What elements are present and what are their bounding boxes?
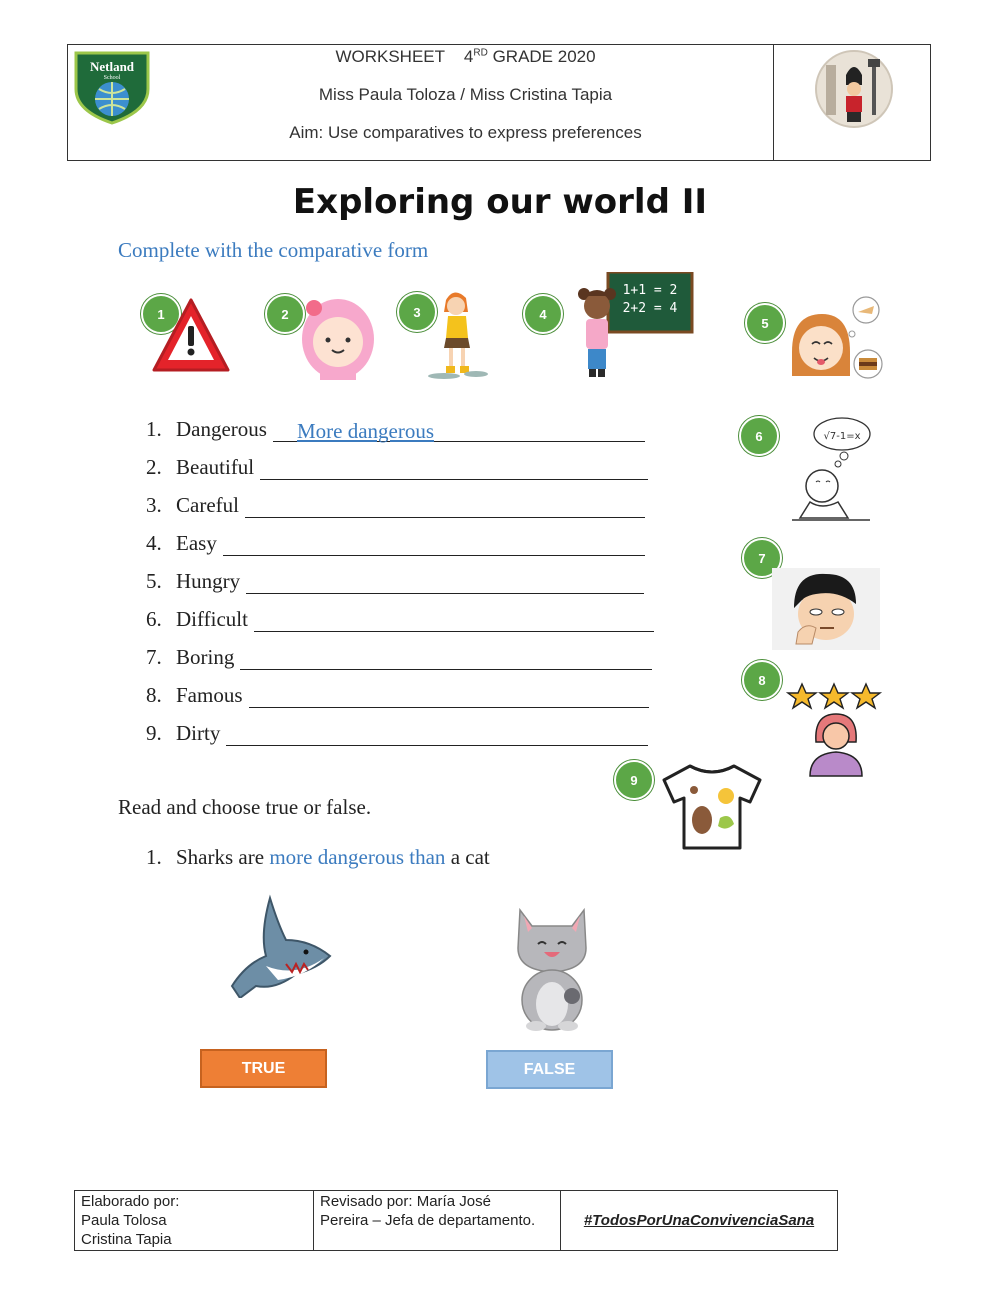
exercise-number: 3. xyxy=(146,493,162,517)
answer-field-3[interactable] xyxy=(245,498,645,518)
sentence-highlight: more dangerous than xyxy=(269,845,446,869)
exercise-word: Difficult xyxy=(176,607,248,631)
exercise-word: Dangerous xyxy=(176,417,267,441)
page-title: Exploring our world II xyxy=(292,182,708,222)
worksheet-label: WORKSHEET xyxy=(335,47,445,66)
exercise-word: Careful xyxy=(176,493,239,517)
picture-number-6: 6 xyxy=(739,416,779,456)
exercise-number: 2. xyxy=(146,455,162,479)
exercise-row-1 xyxy=(146,414,645,442)
exercise-word: Dirty xyxy=(176,721,221,745)
picture-number-2: 2 xyxy=(265,294,305,334)
teachers-line: Miss Paula Toloza / Miss Cristina Tapia xyxy=(318,85,613,104)
answer-field-9[interactable] xyxy=(226,726,648,746)
footer-hashtag: #TodosPorUnaConvivenciaSana xyxy=(583,1212,815,1229)
picture-number-3: 3 xyxy=(397,292,437,332)
sentence-start: Sharks are xyxy=(176,845,265,869)
footer-reviewer-line-2: Pereira – Jefa de departamento. xyxy=(320,1212,536,1229)
school-logo xyxy=(68,45,158,160)
sentence-end: a cat xyxy=(450,845,490,869)
picture-number-1: 1 xyxy=(141,294,181,334)
careful-girl-image xyxy=(424,286,490,389)
exercise-number: 5. xyxy=(146,569,162,593)
footer-table xyxy=(74,1190,838,1251)
exercise-number: 4. xyxy=(146,531,162,555)
exercise-row-2 xyxy=(146,452,648,480)
thought-equation: √7-1=x xyxy=(823,431,861,442)
grade-text: GRADE 2020 xyxy=(492,47,596,66)
footer-reviewer-line-1: Revisado por: María José xyxy=(320,1193,491,1210)
blackboard-line-2: 2+2 = 4 xyxy=(622,301,678,316)
header-table xyxy=(67,44,931,161)
exercise-row-5 xyxy=(146,566,644,594)
picture-number-7: 7 xyxy=(742,538,782,578)
footer-author-name-1: Paula Tolosa xyxy=(81,1212,167,1229)
exercise-row-9 xyxy=(146,718,648,746)
answer-field-1[interactable] xyxy=(273,419,645,443)
picture-number-8: 8 xyxy=(742,660,782,700)
hungry-girl-image xyxy=(788,296,884,391)
logo-subtext: School xyxy=(103,75,121,81)
answer-field-5[interactable] xyxy=(246,574,644,594)
thinking-boy-image xyxy=(792,410,876,535)
picture-number-5: 5 xyxy=(745,303,785,343)
exercise-number: 7. xyxy=(146,645,162,669)
section2-instruction: Read and choose true or false. xyxy=(118,795,372,819)
exercise-row-3 xyxy=(146,490,645,518)
warning-sign-icon xyxy=(150,296,232,381)
picture-number-4: 4 xyxy=(523,294,563,334)
cat-image xyxy=(510,900,594,1037)
footer-reviewer-cell xyxy=(314,1191,561,1250)
false-button[interactable]: FALSE xyxy=(486,1050,613,1089)
picture-number-9: 9 xyxy=(614,760,654,800)
grade-sup: RD xyxy=(473,47,488,59)
exercise-number: 8. xyxy=(146,683,162,707)
grade-num: 4 xyxy=(463,47,474,66)
girl-at-blackboard-image xyxy=(562,272,694,387)
exercise-row-4 xyxy=(146,528,645,556)
pretty-girl-image xyxy=(298,294,378,387)
london-guard-image xyxy=(773,45,930,160)
exercise-row-7 xyxy=(146,642,652,670)
footer-author-cell xyxy=(75,1191,314,1250)
answer-field-7[interactable] xyxy=(240,650,652,670)
answer-field-6[interactable] xyxy=(254,612,654,632)
exercise-number: 9. xyxy=(146,721,162,745)
exercise-word: Easy xyxy=(176,531,217,555)
dirty-tshirt-image xyxy=(660,762,764,857)
exercise-number: 6. xyxy=(146,607,162,631)
true-button[interactable]: TRUE xyxy=(200,1049,327,1088)
header-worksheet-line xyxy=(158,47,773,67)
bored-boy-image xyxy=(772,568,880,650)
answer-field-8[interactable] xyxy=(249,688,649,708)
true-false-sentence xyxy=(146,845,490,870)
shark-image xyxy=(226,894,338,1003)
answer-text: More dangerous xyxy=(296,419,435,443)
exercise-row-6 xyxy=(146,604,654,632)
sentence-number: 1. xyxy=(146,845,162,869)
exercise-word: Beautiful xyxy=(176,455,255,479)
exercise-number: 1. xyxy=(146,417,162,441)
exercise-row-8 xyxy=(146,680,649,708)
aim-line: Aim: Use comparatives to express preferences xyxy=(289,123,642,142)
section1-instruction: Complete with the comparative form xyxy=(118,238,429,262)
answer-field-4[interactable] xyxy=(223,536,645,556)
answer-field-2[interactable] xyxy=(260,460,648,480)
exercise-word: Boring xyxy=(176,645,235,669)
exercise-word: Famous xyxy=(176,683,243,707)
exercise-word: Hungry xyxy=(176,569,241,593)
logo-text: Netland xyxy=(89,59,135,74)
famous-person-stars-image xyxy=(786,680,886,783)
footer-author-label: Elaborado por: xyxy=(81,1193,180,1210)
footer-author-name-2: Cristina Tapia xyxy=(81,1231,172,1248)
blackboard-line-1: 1+1 = 2 xyxy=(622,283,678,298)
